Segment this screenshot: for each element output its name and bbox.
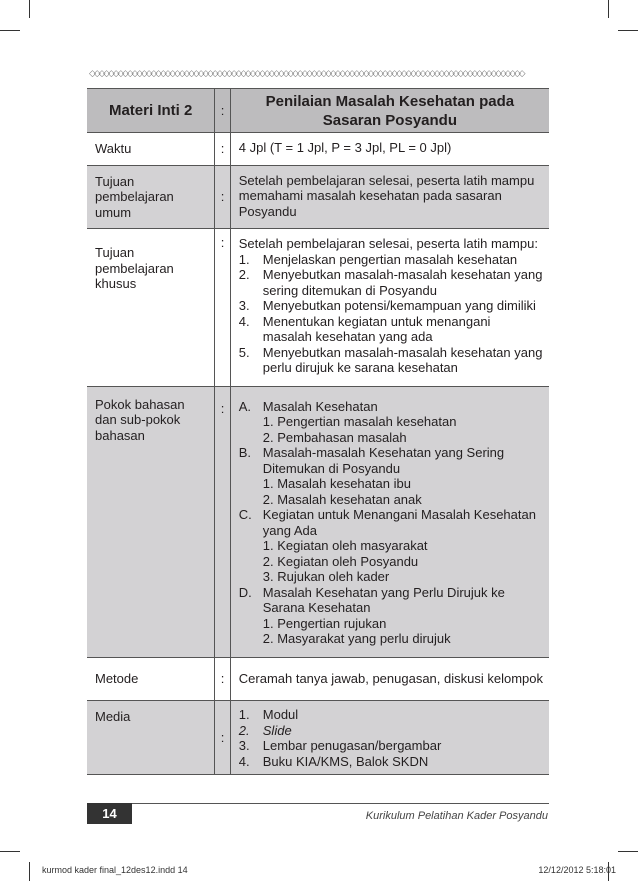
slug-timestamp: 12/12/2012 5:18:01 [538, 865, 616, 875]
tujuan-khusus-list [239, 252, 543, 376]
running-title: Kurikulum Pelatihan Kader Posyandu [365, 810, 548, 822]
list-item: 3. Lembar penugasan/bergambar [238, 738, 442, 753]
tujuan-khusus-content [230, 229, 549, 387]
section-item: C. Kegiatan untuk Menangani Masalah Kesehatan yang Ada 1. Kegiatan oleh masyarakat 2. Kegiatan oleh Posyandu 3. Rujukan oleh kader [239, 507, 543, 585]
list-item: 2. Menyebutkan masalah-masalah kesehatan yang sering ditemukan di Posyandu [238, 267, 543, 298]
tujuan-khusus-label: Tujuan pembelajaran khusus [87, 229, 215, 387]
waktu-label: Waktu [87, 133, 215, 166]
tujuan-khusus-colon: : [215, 229, 230, 387]
pokok-bahasan-colon: : [215, 386, 230, 657]
materi-label: Materi Inti 2 [87, 89, 215, 133]
metode-colon: : [215, 657, 230, 701]
media-list [239, 707, 543, 769]
footer-rule [87, 803, 549, 804]
sub-item: 1. Masalah kesehatan ibu [262, 476, 411, 491]
list-item: 1. Menjelaskan pengertian masalah kesehatan [238, 251, 518, 267]
list-item: 2. Slide [238, 722, 292, 738]
sub-item: 1. Pengertian masalah kesehatan [262, 414, 457, 429]
tujuan-umum-row [87, 165, 549, 229]
metode-value: Ceramah tanya jawab, penugasan, diskusi kelompok [230, 657, 549, 701]
tujuan-khusus-intro: Setelah pembelajaran selesai, peserta latih mampu: [238, 236, 538, 251]
waktu-value: 4 Jpl (T = 1 Jpl, P = 3 Jpl, PL = 0 Jpl) [230, 133, 549, 166]
crop-mark [618, 851, 638, 852]
sub-item: 2. Masyarakat yang perlu dirujuk [262, 631, 451, 646]
tujuan-umum-label: Tujuan pembelajaran umum [87, 165, 215, 229]
pokok-bahasan-label: Pokok bahasan dan sub-pokok bahasan [87, 386, 215, 657]
decorative-diamond-border: ◇◇◇◇◇◇◇◇◇◇◇◇◇◇◇◇◇◇◇◇◇◇◇◇◇◇◇◇◇◇◇◇◇◇◇◇◇◇◇◇◇◇◇◇◇◇◇◇◇◇◇◇◇◇◇◇◇◇◇◇◇◇◇◇◇◇◇◇◇◇◇◇◇◇◇◇◇◇◇◇◇◇◇◇◇◇◇◇◇◇◇◇ [89, 69, 524, 77]
pokok-bahasan-row [87, 386, 549, 657]
list-item: 5. Menyebutkan masalah-masalah kesehatan yang perlu dirujuk ke sarana kesehatan [238, 344, 543, 375]
sub-item: 1. Kegiatan oleh masyarakat [262, 538, 428, 553]
curriculum-table [87, 88, 549, 775]
sub-item: 3. Rujukan oleh kader [262, 569, 390, 584]
sub-item: 1. Pengertian rujukan [262, 615, 387, 631]
materi-title: Penilaian Masalah Kesehatan pada Sasaran Posyandu [230, 89, 549, 133]
media-row [87, 701, 549, 775]
crop-mark [29, 862, 30, 881]
pokok-bahasan-content [230, 386, 549, 657]
list-item: 4. Menentukan kegiatan untuk menangani masalah kesehatan yang ada [238, 313, 491, 344]
sub-item: 2. Pembahasan masalah [262, 429, 407, 445]
pokok-bahasan-list [239, 399, 543, 647]
tujuan-khusus-row [87, 229, 549, 387]
sub-item: 2. Masalah kesehatan anak [262, 491, 422, 507]
metode-row [87, 657, 549, 701]
slug-filename: kurmod kader final_12des12.indd 14 [42, 865, 188, 875]
crop-mark [29, 0, 30, 18]
section-item: A. Masalah Kesehatan 1. Pengertian masalah kesehatan 2. Pembahasan masalah [239, 399, 543, 446]
page-number: 14 [87, 803, 132, 824]
list-item: 1. Modul [238, 707, 299, 722]
tujuan-umum-colon: : [215, 165, 230, 229]
crop-mark [0, 851, 20, 852]
crop-mark [0, 30, 20, 31]
media-colon: : [215, 701, 230, 775]
section-item: D. Masalah Kesehatan yang Perlu Dirujuk ke Sarana Kesehatan 1. Pengertian rujukan 2. Masyarakat yang perlu dirujuk [239, 585, 543, 647]
media-content [230, 701, 549, 775]
crop-mark [608, 0, 609, 18]
tujuan-umum-value: Setelah pembelajaran selesai, peserta latih mampu memahami masalah kesehatan pada sasaran Posyandu [230, 165, 549, 229]
section-item: B. Masalah-masalah Kesehatan yang Sering Ditemukan di Posyandu 1. Masalah kesehatan ibu 2. Masalah kesehatan anak [239, 445, 543, 507]
header-colon: : [215, 89, 230, 133]
metode-label: Metode [87, 657, 215, 701]
header-row [87, 89, 549, 133]
waktu-colon: : [215, 133, 230, 166]
crop-mark [618, 30, 638, 31]
sub-item: 2. Kegiatan oleh Posyandu [262, 553, 419, 569]
waktu-row [87, 133, 549, 166]
list-item: 4. Buku KIA/KMS, Balok SKDN [238, 753, 429, 769]
media-label: Media [87, 701, 215, 775]
list-item: 3. Menyebutkan potensi/kemampuan yang dimiliki [238, 298, 536, 313]
